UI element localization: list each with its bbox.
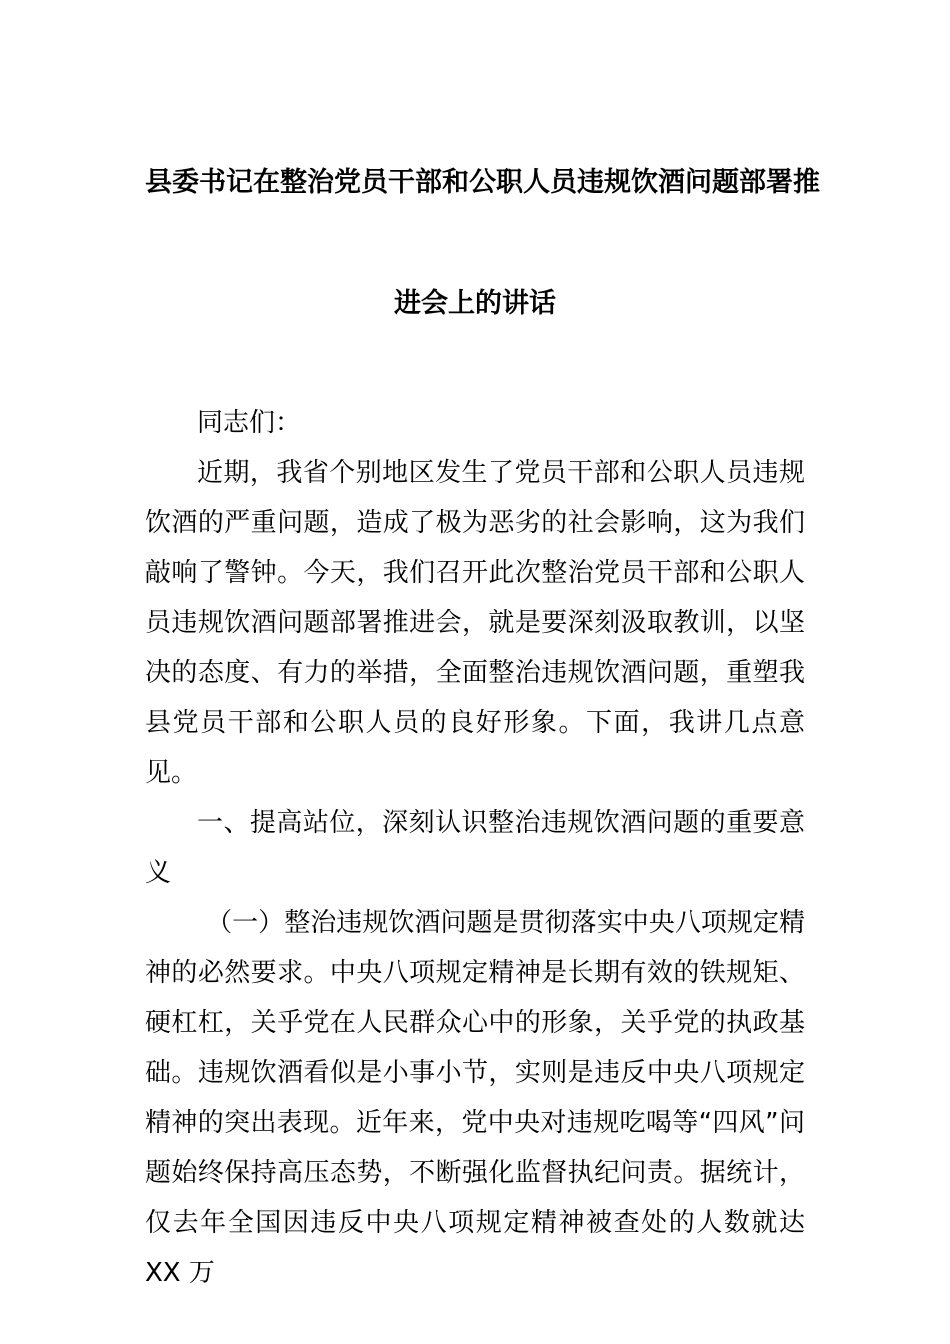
- document-title-line-1: 县委书记在整治党员干部和公职人员违规饮酒问题部署推: [145, 167, 820, 198]
- section-heading-1: 一、提高站位，深刻认识整治违规饮酒问题的重要意义: [145, 808, 805, 888]
- document-title-line-2: 进会上的讲话: [394, 288, 556, 319]
- paragraph-intro: 近期，我省个别地区发生了党员干部和公职人员违规饮酒的严重问题，造成了极为恶劣的社会影响，这为我们敲响了警钟。今天，我们召开此次整治党员干部和公职人员违规饮酒问题部署推进会，就是要深刻汲取教训，以坚决的态度、有力的举措，全面整治违规饮酒问题，重塑我县党员干部和公职人员的良好形象。下面，我讲几点意见。: [145, 458, 805, 788]
- paragraph-subsection-1: （一）整治违规饮酒问题是贯彻落实中央八项规定精神的必然要求。中央八项规定精神是长期有效的铁规矩、硬杠杠，关乎党在人民群众心中的形象，关乎党的执政基础。违规饮酒看似是小事小节，实则是违反中央八项规定精神的突出表现。近年来，党中央对违规吃喝等“四风”问题始终保持高压态势，不断强化监督执纪问责。据统计，仅去年全国因违反中央八项规定精神被查处的人数就达 XX 万: [145, 908, 805, 1288]
- document-body: [145, 398, 805, 1298]
- salutation: 同志们：: [197, 408, 302, 438]
